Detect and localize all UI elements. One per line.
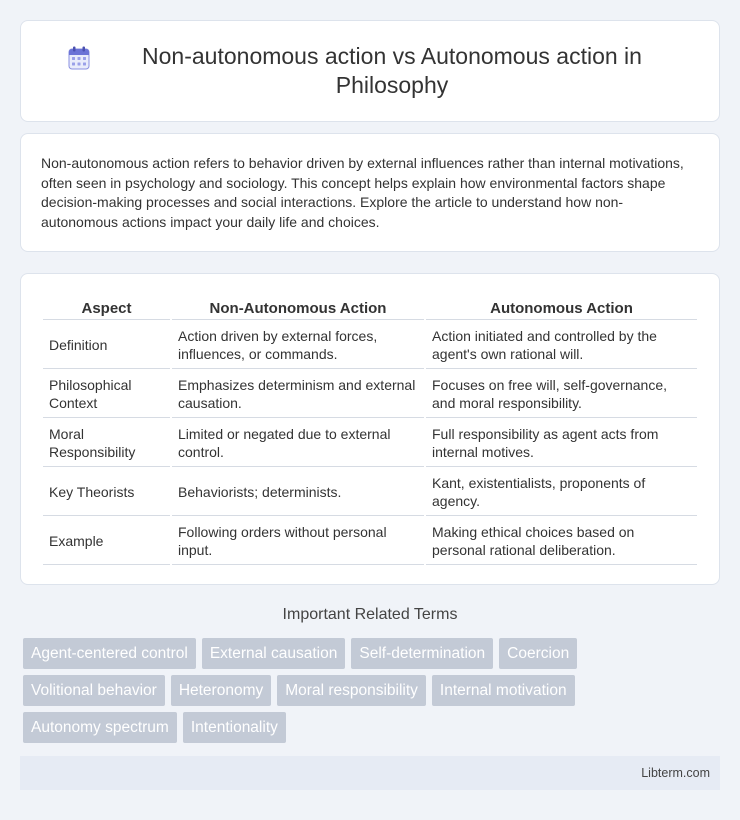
footer-site-link[interactable]: Libterm.com [641,766,710,780]
intro-card [20,133,720,252]
row-autonomous-cell: Kant, existentialists, proponents of agency. [426,469,697,516]
intro-paragraph: Non-autonomous action refers to behavior driven by external influences rather than internal motivations, often seen in psychology and sociology. This concept helps explain how environmental factors shape decision-making processes and social interactions. Explore the article to understand how non-autonomous actions impact your daily life and choices. [41,155,684,230]
tag-self-determination[interactable]: Self-determination [351,638,493,669]
tag-coercion[interactable]: Coercion [499,638,577,669]
table-row [43,518,697,565]
row-non-autonomous-cell: Limited or negated due to external control. [172,420,424,467]
related-terms-heading: Important Related Terms [282,606,458,623]
row-non-autonomous-cell: Action driven by external forces, influences, or commands. [172,322,424,369]
row-aspect-cell: Key Theorists [43,469,170,516]
tag-moral-responsibility[interactable]: Moral responsibility [277,675,426,706]
title-wrap [68,42,672,100]
column-header-autonomous: Autonomous Action [426,296,697,320]
comparison-table [41,294,699,567]
table-row [43,322,697,369]
column-header-non-autonomous: Non-Autonomous Action [172,296,424,320]
row-non-autonomous-cell: Following orders without personal input. [172,518,424,565]
row-non-autonomous-cell: Emphasizes determinism and external causation. [172,371,424,418]
row-autonomous-cell: Full responsibility as agent acts from internal motives. [426,420,697,467]
row-aspect-cell: Example [43,518,170,565]
row-autonomous-cell: Focuses on free will, self-governance, and moral responsibility. [426,371,697,418]
row-aspect-cell: Moral Responsibility [43,420,170,467]
title-card [20,20,720,122]
tag-intentionality[interactable]: Intentionality [183,712,286,743]
tag-agent-centered-control[interactable]: Agent-centered control [23,638,196,669]
tag-external-causation[interactable]: External causation [202,638,346,669]
row-autonomous-cell: Making ethical choices based on personal rational deliberation. [426,518,697,565]
row-non-autonomous-cell: Behaviorists; determinists. [172,469,424,516]
calendar-icon [68,46,90,70]
page-title: Non-autonomous action vs Autonomous action in Philosophy [142,43,642,98]
tag-heteronomy[interactable]: Heteronomy [171,675,271,706]
table-row [43,420,697,467]
tag-volitional-behavior[interactable]: Volitional behavior [23,675,165,706]
row-aspect-cell: Definition [43,322,170,369]
tag-internal-motivation[interactable]: Internal motivation [432,675,575,706]
tag-autonomy-spectrum[interactable]: Autonomy spectrum [23,712,177,743]
footer [20,756,720,790]
row-autonomous-cell: Action initiated and controlled by the agent's own rational will. [426,322,697,369]
table-header-row [43,296,697,320]
column-header-aspect: Aspect [43,296,170,320]
row-aspect-cell: Philosophical Context [43,371,170,418]
related-terms-list [23,638,723,749]
table-row [43,371,697,418]
table-row [43,469,697,516]
comparison-card [20,273,720,585]
